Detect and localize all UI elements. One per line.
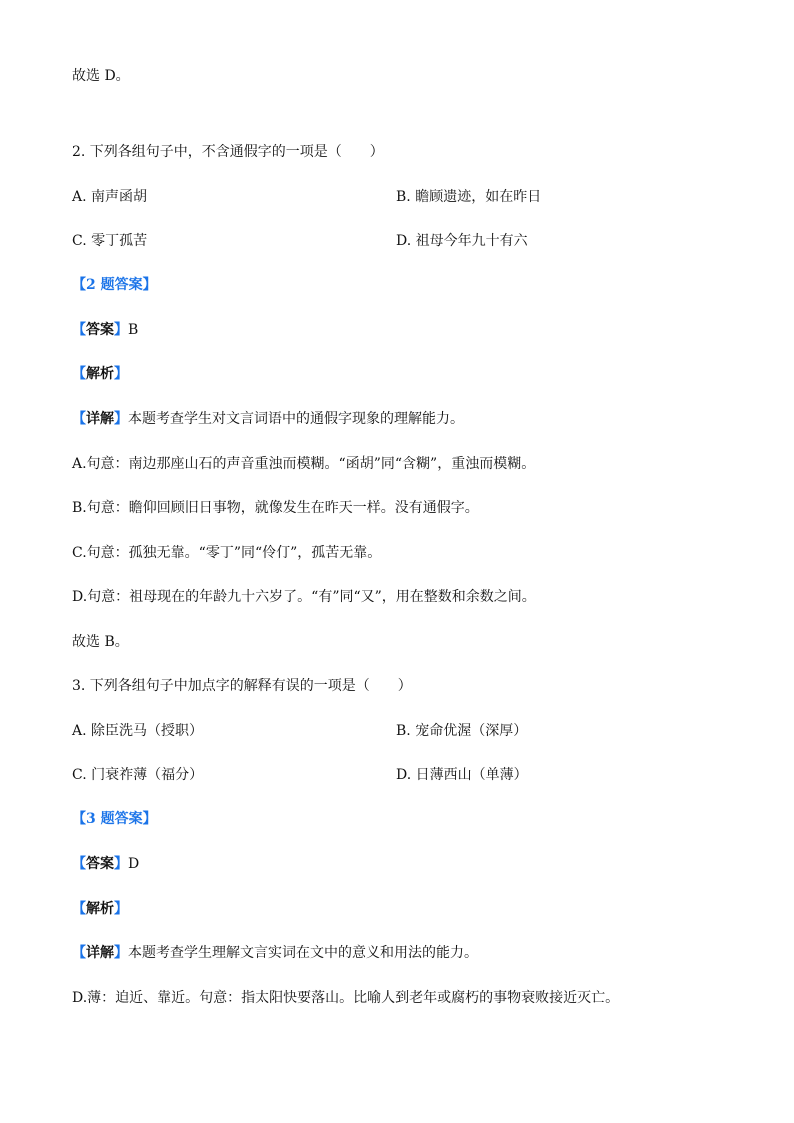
q3-answer-line (72, 854, 139, 874)
q3-analysis-label-line (72, 899, 128, 919)
q2-answer-label: 答案 (86, 322, 114, 338)
q2-analysis-open: 【 (72, 366, 86, 382)
q3-detail-open: 【 (72, 945, 86, 961)
q3-stem: 3. 下列各组句子中加点字的解释有误的一项是（ ） (72, 678, 412, 694)
q2-option-a: A. 南声函胡 (72, 189, 148, 205)
previous-conclusion: 故选 D。 (72, 68, 130, 84)
q2-analysis-label: 解析 (86, 366, 114, 382)
q3-option-a: A. 除臣洗马（授职） (72, 723, 204, 739)
q2-explanation-a: A.句意：南边那座山石的声音重浊而模糊。“函胡”同“含糊”，重浊而模糊。 (72, 456, 536, 472)
q2-detail-open: 【 (72, 411, 86, 427)
q3-analysis-label: 解析 (86, 901, 114, 917)
q3-detail-close: 】 (114, 945, 128, 961)
q3-option-b: B. 宠命优渥（深厚） (396, 723, 528, 739)
q2-analysis-close: 】 (114, 366, 128, 382)
q3-option-c: C. 门衰祚薄（福分） (72, 767, 204, 783)
q3-detail-text: 本题考查学生理解文言实词在文中的意义和用法的能力。 (128, 945, 478, 961)
q2-detail-close: 】 (114, 411, 128, 427)
q3-analysis-close: 】 (114, 901, 128, 917)
q2-answer-open: 【 (72, 322, 86, 338)
q2-answer-close: 】 (114, 322, 128, 338)
q2-stem: 2. 下列各组句子中，不含通假字的一项是（ ） (72, 144, 384, 160)
q2-answer-value: B (128, 322, 139, 338)
q2-answer-section-heading: 【2 题答案】 (72, 277, 157, 293)
q2-explanation-b: B.句意：瞻仰回顾旧日事物，就像发生在昨天一样。没有通假字。 (72, 500, 479, 516)
q3-answer-label: 答案 (86, 856, 114, 872)
q3-detail-line (72, 943, 478, 963)
q3-answer-value: D (128, 856, 140, 872)
q2-detail-line (72, 409, 464, 429)
q3-answer-section-heading: 【3 题答案】 (72, 811, 157, 827)
q2-option-d: D. 祖母今年九十有六 (396, 233, 528, 249)
q3-answer-open: 【 (72, 856, 86, 872)
q2-explanation-c: C.句意：孤独无靠。“零丁”同“伶仃”，孤苦无靠。 (72, 545, 382, 561)
q3-option-d: D. 日薄西山（单薄） (396, 767, 528, 783)
q2-answer-line (72, 320, 138, 340)
q2-conclusion: 故选 B。 (72, 634, 129, 650)
q2-option-b: B. 瞻顾遗迹，如在昨日 (396, 189, 542, 205)
q2-explanation-d: D.句意：祖母现在的年龄九十六岁了。“有”同“又”，用在整数和余数之间。 (72, 589, 536, 605)
q2-detail-text: 本题考查学生对文言词语中的通假字现象的理解能力。 (128, 411, 464, 427)
q3-detail-label: 详解 (86, 945, 114, 961)
q2-detail-label: 详解 (86, 411, 114, 427)
q2-option-c: C. 零丁孤苦 (72, 233, 148, 249)
q2-analysis-label-line (72, 364, 128, 384)
q3-explanation-d: D.薄：迫近、靠近。句意：指太阳快要落山。比喻人到老年或腐朽的事物衰败接近灭亡。 (72, 990, 620, 1006)
q3-analysis-open: 【 (72, 901, 86, 917)
q3-answer-close: 】 (114, 856, 128, 872)
